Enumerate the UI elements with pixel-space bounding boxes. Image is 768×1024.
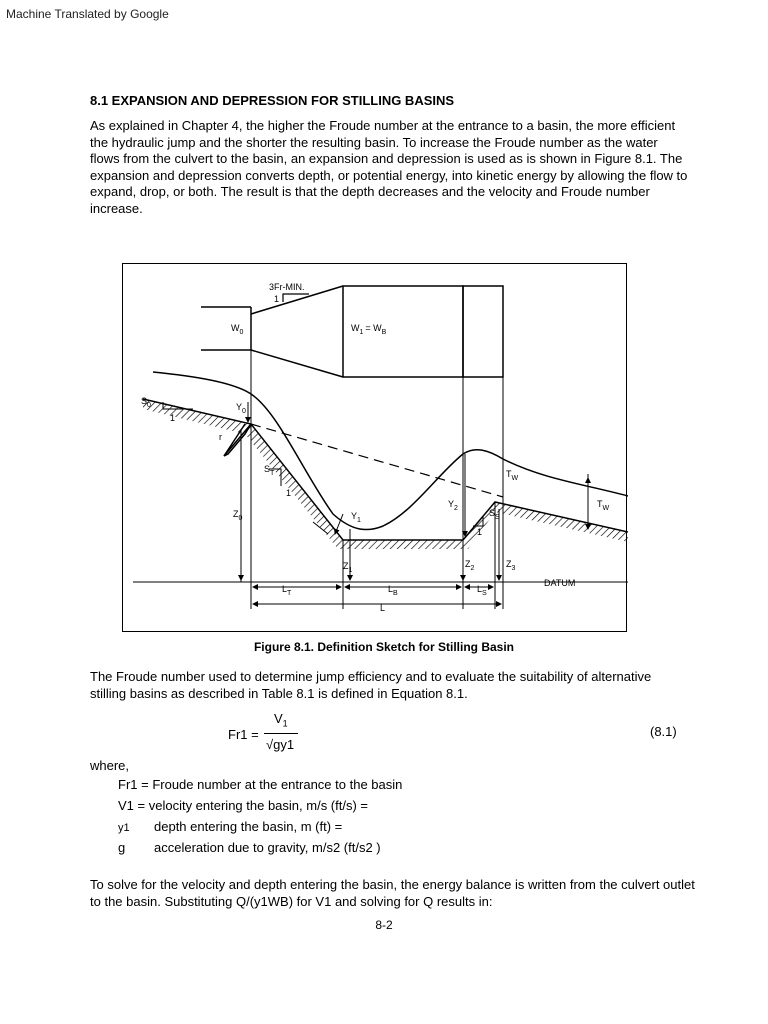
equation-denominator: √gy1	[266, 737, 295, 752]
label-z1-main: Z	[343, 561, 349, 571]
label-z2	[465, 559, 475, 572]
section-heading: 8.1 EXPANSION AND DEPRESSION FOR STILLING BASINS	[90, 93, 455, 108]
label-one-a: 1	[274, 294, 280, 304]
label-z1	[343, 561, 353, 574]
label-s0-sub: 0	[147, 402, 151, 409]
label-y1	[351, 511, 361, 524]
label-l: L	[380, 603, 386, 613]
label-y0	[236, 402, 246, 415]
label-ls	[477, 584, 487, 597]
definition-y1-text: depth entering the basin, m (ft) =	[154, 819, 343, 834]
label-one-b: 1	[170, 413, 176, 423]
label-one-c: 1	[286, 488, 292, 498]
label-one-d: 1	[477, 527, 483, 537]
equation-lhs: Fr1 =	[228, 727, 259, 742]
definition-g-text: acceleration due to gravity, m/s2 (ft/s2 )	[154, 840, 381, 855]
label-y2	[448, 499, 458, 512]
definition-g-symbol: g	[118, 840, 126, 855]
label-y2-sub: 2	[454, 505, 458, 512]
label-lt-main: L	[282, 584, 288, 594]
label-ls-main: L	[477, 584, 483, 594]
label-z3-main: Z	[506, 559, 512, 569]
label-tw1	[506, 469, 519, 482]
label-z2-sub: 2	[470, 565, 475, 572]
translation-banner: Machine Translated by Google	[6, 7, 169, 21]
label-ls-sub: S	[482, 590, 487, 597]
energy-balance-paragraph: To solve for the velocity and depth entering the basin, the energy balance is written from the culvert outlet to the basin. Substituting Q/(y1WB) for V1 and solving for Q results in:	[90, 877, 695, 909]
where-label: where,	[90, 758, 130, 773]
label-slope-min: 3Fr-MIN.	[269, 282, 305, 292]
label-z1-sub: 1	[348, 567, 353, 574]
label-s0-main: S	[141, 396, 148, 406]
label-ss-sub: S	[495, 514, 500, 521]
label-r: r	[219, 432, 222, 442]
label-lt	[282, 584, 292, 597]
label-lb	[388, 584, 398, 597]
equation-numerator-v: V	[274, 711, 283, 726]
equation-numerator-sub: 1	[282, 718, 288, 729]
label-w0-main: W	[231, 323, 240, 333]
label-tw1-main: T	[506, 469, 512, 479]
label-w1-main: W	[351, 323, 360, 333]
water-surface	[153, 372, 628, 530]
label-lb-main: L	[388, 584, 394, 594]
label-datum: DATUM	[544, 578, 576, 588]
label-ss-main: S	[489, 508, 496, 518]
definition-v1: V1 = velocity entering the basin, m/s (ft/s) =	[118, 798, 369, 813]
equation-numerator	[274, 711, 288, 729]
definition-y1-symbol: y1	[118, 822, 130, 834]
label-y2-main: Y	[448, 499, 455, 509]
label-lb-sub: B	[393, 590, 398, 597]
label-w1-eq: = W	[365, 323, 382, 333]
label-y1-sub: 1	[357, 517, 361, 524]
basin-profile	[143, 399, 628, 549]
label-y1-main: Y	[351, 511, 358, 521]
figure-8-1	[122, 263, 627, 632]
label-w0-sub: 0	[239, 329, 244, 336]
equation-fraction-bar	[264, 733, 298, 734]
label-tw2	[597, 499, 610, 512]
definition-fr1: Fr1 = Froude number at the entrance to the basin	[118, 777, 403, 792]
label-st-sub: T	[270, 470, 275, 477]
label-w1-sub: 1	[359, 329, 364, 336]
equation-number: (8.1)	[650, 724, 677, 739]
label-st-main: S	[264, 464, 271, 474]
label-z2-main: Z	[465, 559, 471, 569]
figure-labels	[141, 282, 610, 613]
label-z3-sub: 3	[511, 565, 516, 572]
froude-paragraph: The Froude number used to determine jump efficiency and to evaluate the suitability of alternative stilling basins as described in Table 8.1 is defined in Equation 8.1.	[90, 669, 652, 701]
intro-paragraph: As explained in Chapter 4, the higher the Froude number at the entrance to a basin, the more efficient the hydraulic jump and the shorter the resulting basin. To increase the Froude number as the water flows from the culvert to the basin, an expansion and depression is used as is shown in Figure 8.1. The expansion and depression converts depth, or potential energy, into kinetic energy by allowing the flow to expand, drop, or both. The result is that the depth decreases and the velocity and Froude number increase.	[90, 118, 688, 216]
label-w0	[231, 323, 244, 336]
label-z3	[506, 559, 516, 572]
label-wb-sub: B	[381, 329, 387, 336]
label-lt-sub: T	[287, 590, 292, 597]
label-z0-sub: 0	[238, 515, 243, 522]
label-z0-main: Z	[233, 509, 239, 519]
label-y0-sub: 0	[242, 408, 246, 415]
label-tw2-sub: W	[602, 505, 610, 512]
figure-caption: Figure 8.1. Definition Sketch for Stilling Basin	[253, 640, 515, 654]
label-tw1-sub: W	[511, 475, 519, 482]
stilling-basin-sketch	[123, 264, 628, 633]
page-number: 8-2	[375, 918, 393, 932]
label-w1-wb	[351, 323, 387, 336]
label-tw2-main: T	[597, 499, 603, 509]
label-y0-main: Y	[236, 402, 243, 412]
